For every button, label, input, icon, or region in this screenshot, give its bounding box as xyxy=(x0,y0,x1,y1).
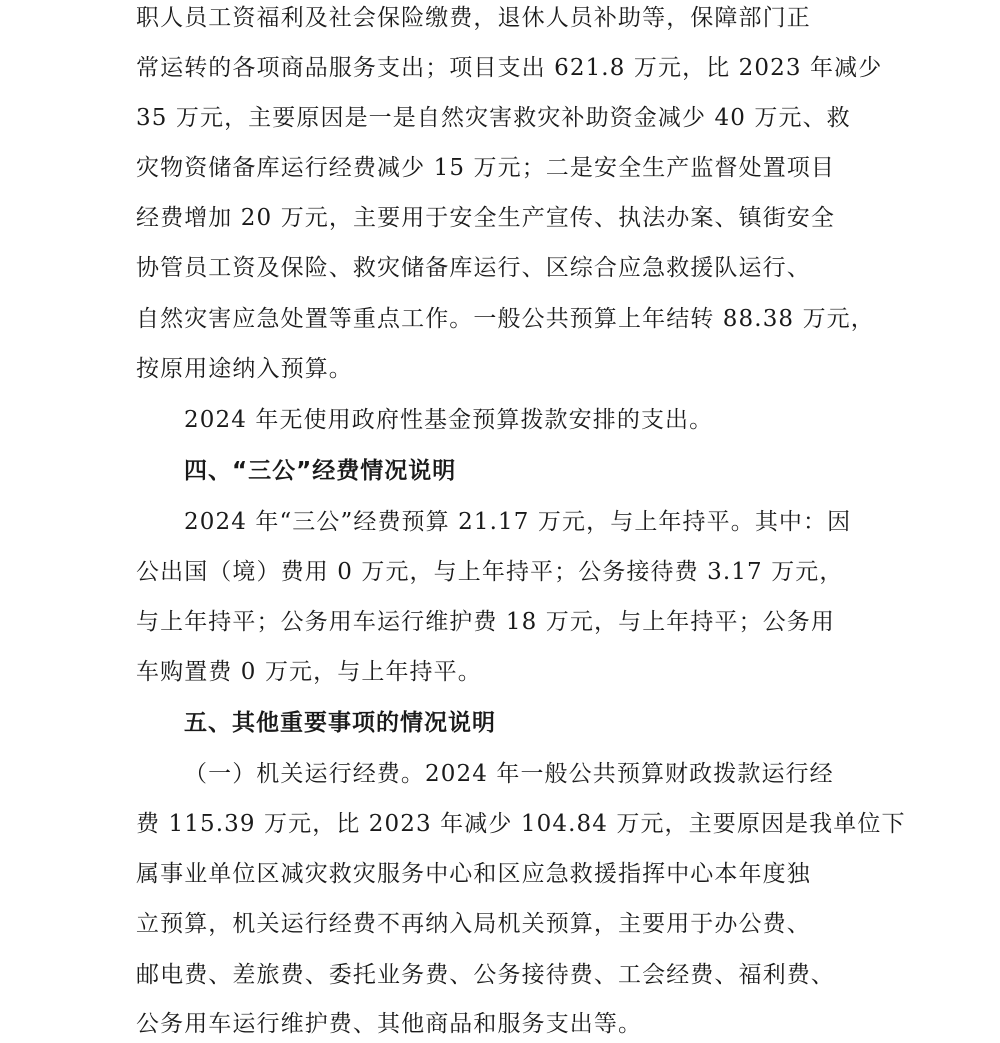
paragraph-line: 费 115.39 万元，比 2023 年减少 104.84 万元，主要原因是我单位下 xyxy=(136,811,906,837)
paragraph-line: 车购置费 0 万元，与上年持平。 xyxy=(136,659,482,685)
paragraph-line: 立预算，机关运行经费不再纳入局机关预算，主要用于办公费、 xyxy=(136,911,811,937)
paragraph-line: 职人员工资福利及社会保险缴费，退休人员补助等，保障部门正 xyxy=(136,5,811,31)
paragraph-line: 2024 年无使用政府性基金预算拨款安排的支出。 xyxy=(184,407,714,433)
paragraph-line: 协管员工资及保险、救灾储备库运行、区综合应急救援队运行、 xyxy=(136,255,811,281)
paragraph-line: 2024 年“三公”经费预算 21.17 万元，与上年持平。其中：因 xyxy=(184,509,852,535)
section-heading: 五、其他重要事项的情况说明 xyxy=(184,710,496,736)
paragraph-line: 公出国（境）费用 0 万元，与上年持平；公务接待费 3.17 万元， xyxy=(136,559,844,585)
paragraph-line: 邮电费、差旅费、委托业务费、公务接待费、工会经费、福利费、 xyxy=(136,962,835,988)
paragraph-line: 35 万元，主要原因是一是自然灾害救灾补助资金减少 40 万元、救 xyxy=(136,105,851,131)
paragraph-line: 经费增加 20 万元，主要用于安全生产宣传、执法办案、镇街安全 xyxy=(136,205,835,231)
paragraph-line: 与上年持平；公务用车运行维护费 18 万元，与上年持平；公务用 xyxy=(136,609,835,635)
section-heading: 四、“三公”经费情况说明 xyxy=(184,458,457,484)
paragraph-line: 公务用车运行维护费、其他商品和服务支出等。 xyxy=(136,1011,643,1037)
paragraph-line: 常运转的各项商品服务支出；项目支出 621.8 万元，比 2023 年减少 xyxy=(136,55,883,81)
paragraph-line: 灾物资储备库运行经费减少 15 万元；二是安全生产监督处置项目 xyxy=(136,155,835,181)
paragraph-line: （一）机关运行经费。2024 年一般公共预算财政拨款运行经 xyxy=(184,761,834,787)
paragraph-line: 按原用途纳入预算。 xyxy=(136,356,353,382)
paragraph-line: 自然灾害应急处置等重点工作。一般公共预算上年结转 88.38 万元， xyxy=(136,306,875,332)
paragraph-line: 属事业单位区减灾救灾服务中心和区应急救援指挥中心本年度独 xyxy=(136,861,811,887)
